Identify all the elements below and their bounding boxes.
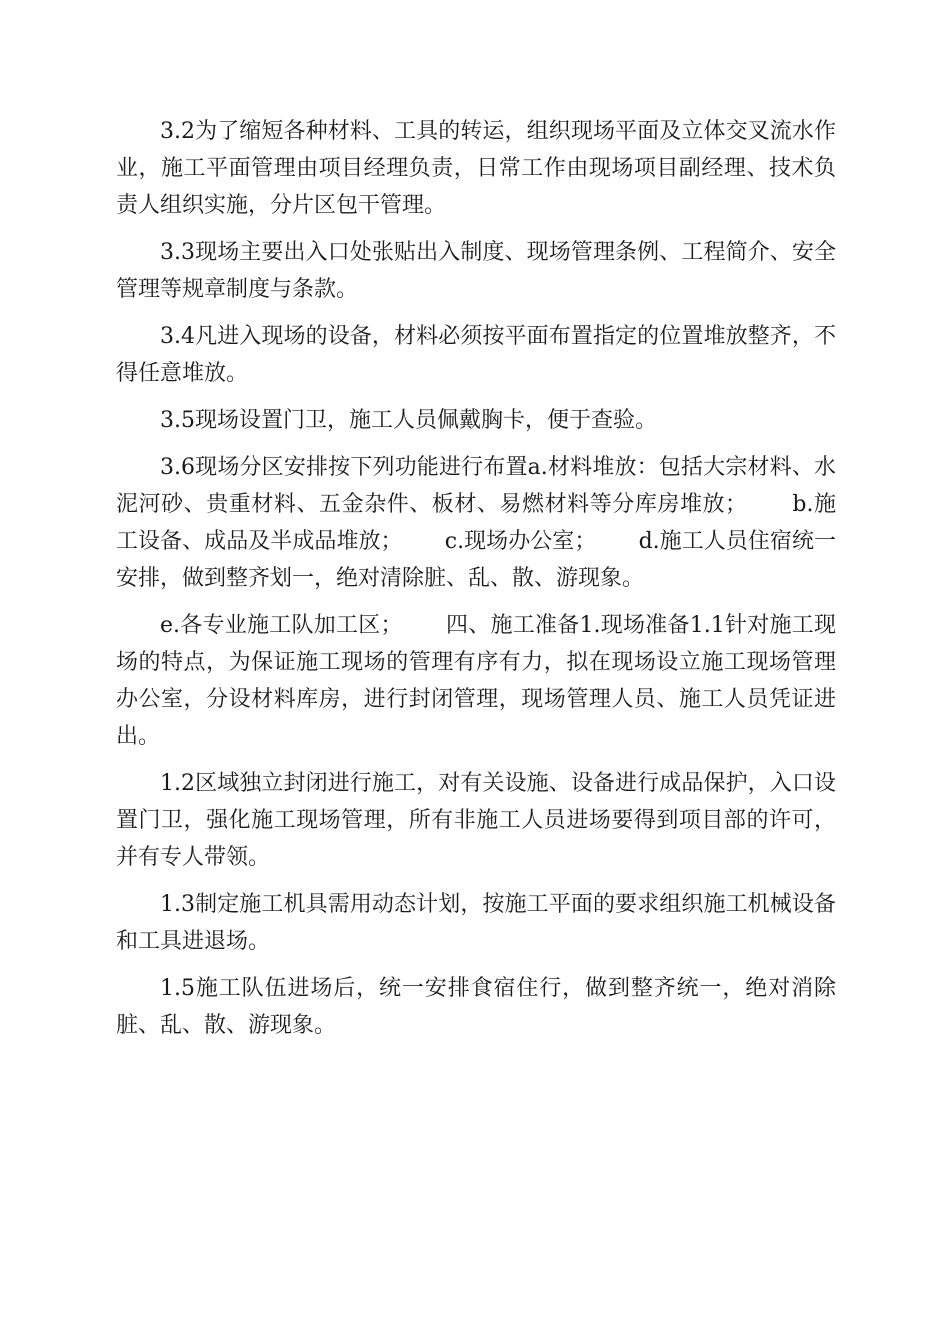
paragraph-3-2: 3.2为了缩短各种材料、工具的转运，组织现场平面及立体交叉流水作业，施工平面管理由项目经理负责，日常工作由现场项目副经理、技术负责人组织实施，分片区包干管理。 <box>116 119 836 218</box>
document-page <box>116 113 836 1044</box>
paragraph-3-6: 3.6现场分区安排按下列功能进行布置a.材料堆放：包括大宗材料、水泥河砂、贵重材料、五金杂件、板材、易燃材料等分库房堆放； b.施工设备、成品及半成品堆放； c.现场办公室； d.施工人员住宿统一安排，做到整齐划一，绝对清除脏、乱、散、游现象。 <box>116 455 836 591</box>
paragraph-3-3: 3.3现场主要出入口处张贴出入制度、现场管理条例、工程简介、安全管理等规章制度与条款。 <box>116 240 836 302</box>
paragraph-1-5: 1.5施工队伍进场后，统一安排食宿住行，做到整齐统一，绝对消除脏、乱、散、游现象。 <box>116 976 836 1038</box>
paragraph-1-3: 1.3制定施工机具需用动态计划，按施工平面的要求组织施工机械设备和工具进退场。 <box>116 892 836 954</box>
paragraph-3-4: 3.4凡进入现场的设备，材料必须按平面布置指定的位置堆放整齐，不得任意堆放。 <box>116 324 836 386</box>
paragraph-e-and-1-1: e.各专业施工队加工区； 四、施工准备1.现场准备1.1针对施工现场的特点，为保证施工现场的管理有序有力，拟在现场设立施工现场管理办公室，分设材料库房，进行封闭管理，现场管理人员、施工人员凭证进出。 <box>116 613 836 749</box>
paragraph-1-2: 1.2区域独立封闭进行施工，对有关设施、设备进行成品保护，入口设置门卫，强化施工现场管理，所有非施工人员进场要得到项目部的许可，并有专人带领。 <box>116 771 836 870</box>
paragraph-3-5: 3.5现场设置门卫，施工人员佩戴胸卡，便于查验。 <box>160 408 657 433</box>
